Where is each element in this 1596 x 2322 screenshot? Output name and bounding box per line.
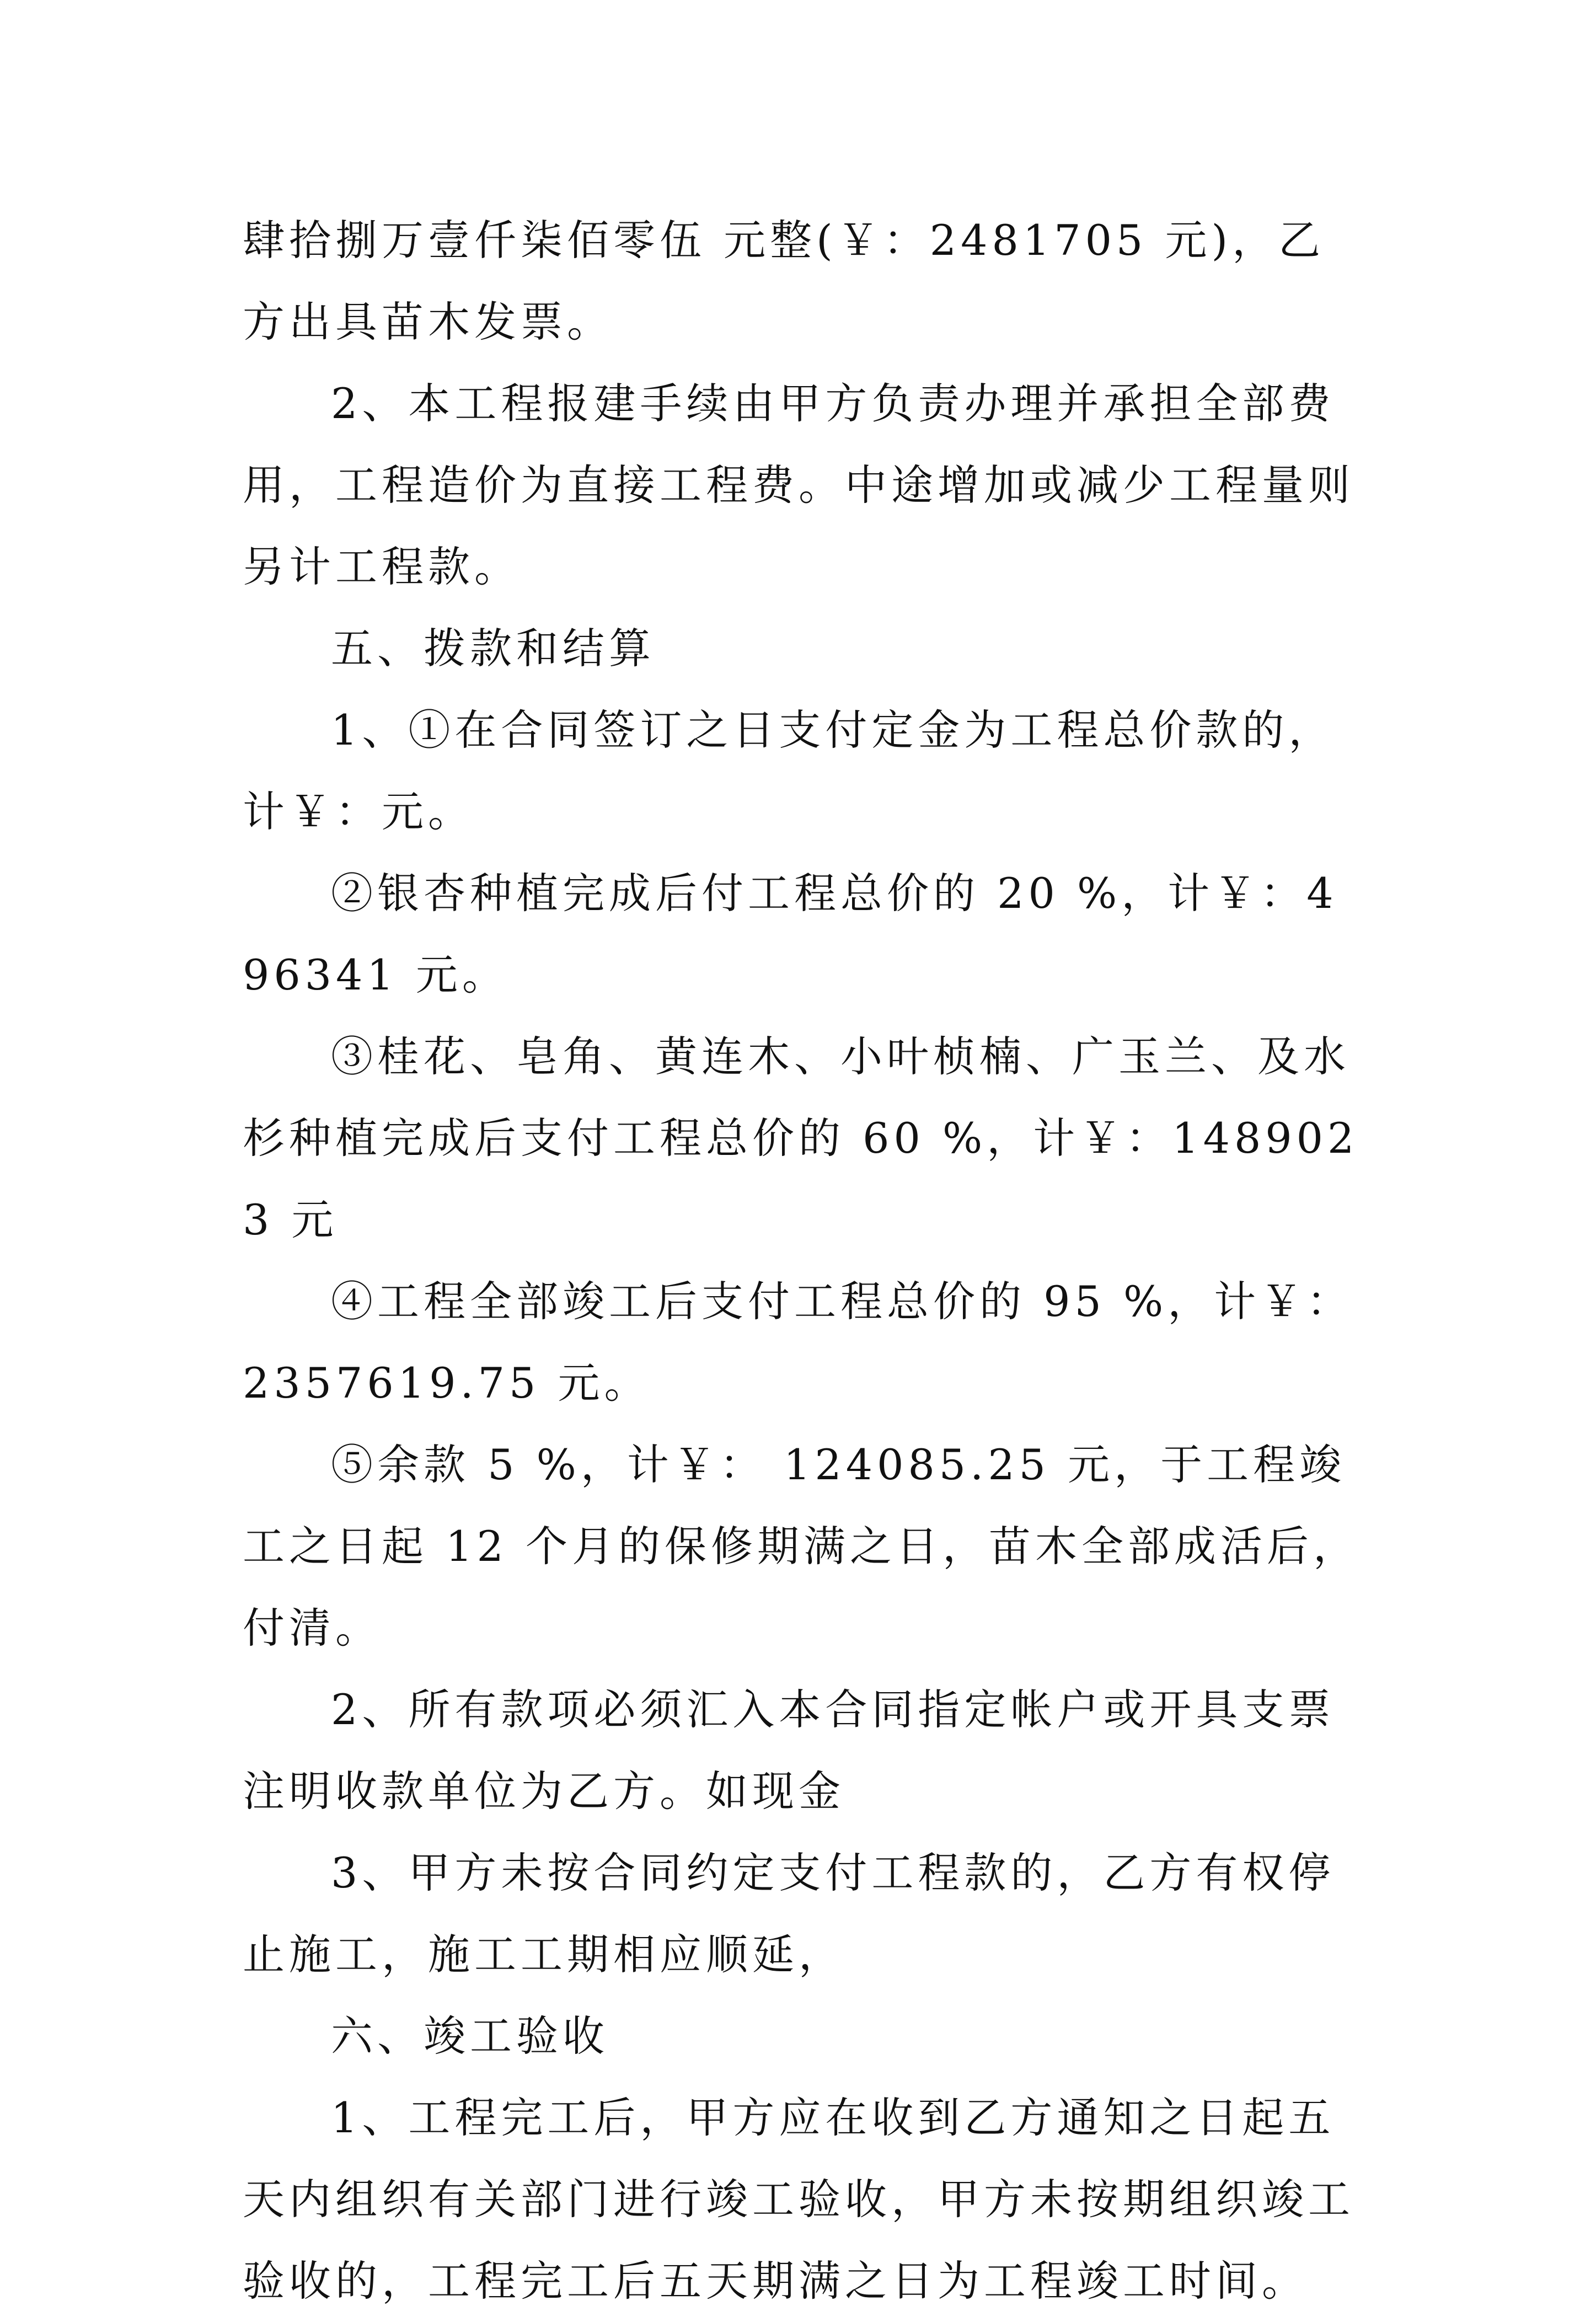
paragraph-tree-planting-payment: ③桂花、皂角、黄连木、小叶桢楠、广玉兰、及水杉种植完成后支付工程总价的 60 %，计￥：1489023 元: [243, 1032, 1359, 1244]
paragraph-ginkgo-payment: ②银杏种植完成后付工程总价的 20 %，计￥：496341 元。: [243, 869, 1338, 999]
section-heading-payment-settlement: 五、拨款和结算: [331, 624, 655, 673]
paragraph-designated-account: 2、所有款项必须汇入本合同指定帐户或开具支票注明收款单位为乙方。如现金: [243, 1685, 1335, 1816]
paragraph-payment-default: 3、甲方未按合同约定支付工程款的，乙方有权停止施工，施工工期相应顺延，: [243, 1848, 1335, 1979]
paragraph-permit-costs: 2、本工程报建手续由甲方负责办理并承担全部费用，工程造价为直接工程费。中途增加或减少工程量则另计工程款。: [243, 379, 1354, 591]
document-body: [243, 200, 1368, 2322]
paragraph-balance-payment: ⑤余款 5 %，计￥： 124085.25 元，于工程竣工之日起 12 个月的保修期满之日，苗木全部成活后，付清。: [243, 1440, 1360, 1652]
section-heading-acceptance: 六、竣工验收: [331, 2011, 609, 2061]
paragraph-acceptance-procedure: 1、工程完工后，甲方应在收到乙方通知之日起五天内组织有关部门进行竣工验收，甲方未按期组织竣工验收的，工程完工后五天期满之日为工程竣工时间。: [243, 2093, 1354, 2305]
paragraph-completion-payment: ④工程全部竣工后支付工程总价的 95 %，计￥：2357619.75 元。: [243, 1277, 1353, 1408]
paragraph-deposit: 1、①在合同签订之日支付定金为工程总价款的，计￥：元。: [243, 705, 1335, 836]
paragraph-payment-amount: 肆拾捌万壹仟柒佰零伍 元整(￥：2481705 元)，乙方出具苗木发票。: [243, 216, 1325, 346]
